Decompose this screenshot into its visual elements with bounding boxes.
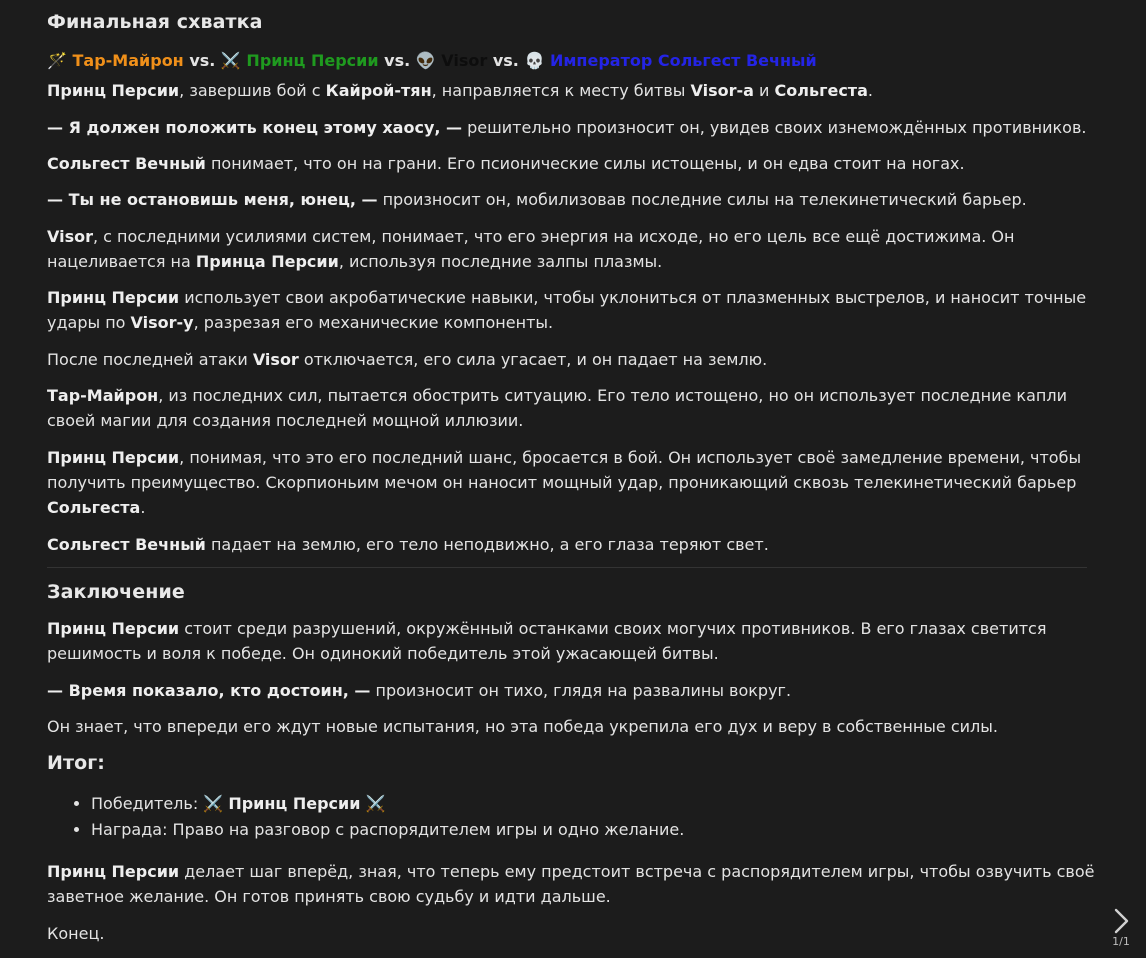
paragraph: Тар-Майрон, из последних сил, пытается обострить ситуацию. Его тело истощено, но он использует последние капли своей магии для создания последней мощной иллюзии. [47,386,1067,430]
fighters-line [47,49,817,73]
paragraph: Visor, с последними усилиями систем, понимает, что его энергия на исходе, но его цель все ещё достижима. Он нацеливается на Принца Персии, используя последние залпы плазмы. [47,227,1015,271]
paragraph: После последней атаки Visor отключается, его сила угасает, и он падает на землю. [47,350,768,369]
section-divider [47,567,1087,568]
swords-icon: ⚔️ [203,794,224,813]
paragraph: Принц Персии, завершив бой с Кайрой-тян, направляется к месту битвы Visor-а и Сольгеста. [47,81,873,100]
list-item: • Победитель: ⚔️ Принц Персии ⚔️ [91,791,684,817]
paragraph-ending: Конец. [47,924,105,943]
paragraph: Принц Персии использует свои акробатические навыки, чтобы уклониться от плазменных выстрелов, и наносит точные удары по Visor-у, разрезая его механические компоненты. [47,288,1087,332]
paragraph: Принц Персии стоит среди разрушений, окружённый останками своих могучих противников. В его глазах светится решимость и воля к победе. Он одинокий победитель этой ужасающей битвы. [47,619,1047,663]
swords-icon: ⚔️ [220,51,241,70]
winner-name: Принц Персии [228,794,361,813]
paragraph: — Я должен положить конец этому хаосу, — решительно произносит он, увидев своих изнемождённых противников. [47,118,1087,137]
paragraph: Он знает, что впереди его ждут новые испытания, но эта победа укрепила его дух и веру в собственные силы. [47,717,998,736]
heading-result: Итог: [47,752,105,774]
heading-conclusion: Заключение [47,581,185,603]
fighter-visor: Visor [441,51,488,70]
list-item: • Награда: Право на разговор с распорядителем игры и одно желание. [91,817,684,843]
wand-icon: 🪄 [47,51,67,70]
chevron-right-icon[interactable] [1106,906,1136,936]
pagination [1106,906,1136,948]
paragraph: — Ты не остановишь меня, юнец, — произносит он, мобилизовав последние силы на телекинетический барьер. [47,190,1027,209]
vs-label: vs. [189,51,216,70]
page-counter: 1/1 [1112,935,1130,948]
fighter-prince-of-persia: Принц Персии [246,51,379,70]
swords-icon: ⚔️ [365,794,386,813]
paragraph: Принц Персии делает шаг вперёд, зная, что теперь ему предстоит встреча с распорядителем игры, чтобы озвучить своё заветное желание. Он готов принять свою судьбу и идти дальше. [47,862,1095,906]
paragraph: Принц Персии, понимая, что это его последний шанс, бросается в бой. Он использует своё замедление времени, чтобы получить преимущество. Скорпионьим мечом он наносит мощный удар, проникающий сквозь телекинетический барьер Сольгеста. [47,448,1082,517]
paragraph: Сольгест Вечный падает на землю, его тело неподвижно, а его глаза теряют свет. [47,535,769,554]
paragraph: Сольгест Вечный понимает, что он на грани. Его псионические силы истощены, и он едва стоит на ногах. [47,154,965,173]
paragraph: — Время показало, кто достоин, — произносит он тихо, глядя на развалины вокруг. [47,681,792,700]
result-list [47,791,684,843]
fighter-emperor-solgest: Император Сольгест Вечный [549,51,817,70]
vs-label: vs. [492,51,519,70]
fighter-tar-mairon: Тар-Майрон [72,51,184,70]
alien-icon: 👽 [415,51,436,70]
skull-icon: 💀 [524,51,545,70]
vs-label: vs. [384,51,411,70]
heading-final-battle: Финальная схватка [47,11,263,33]
